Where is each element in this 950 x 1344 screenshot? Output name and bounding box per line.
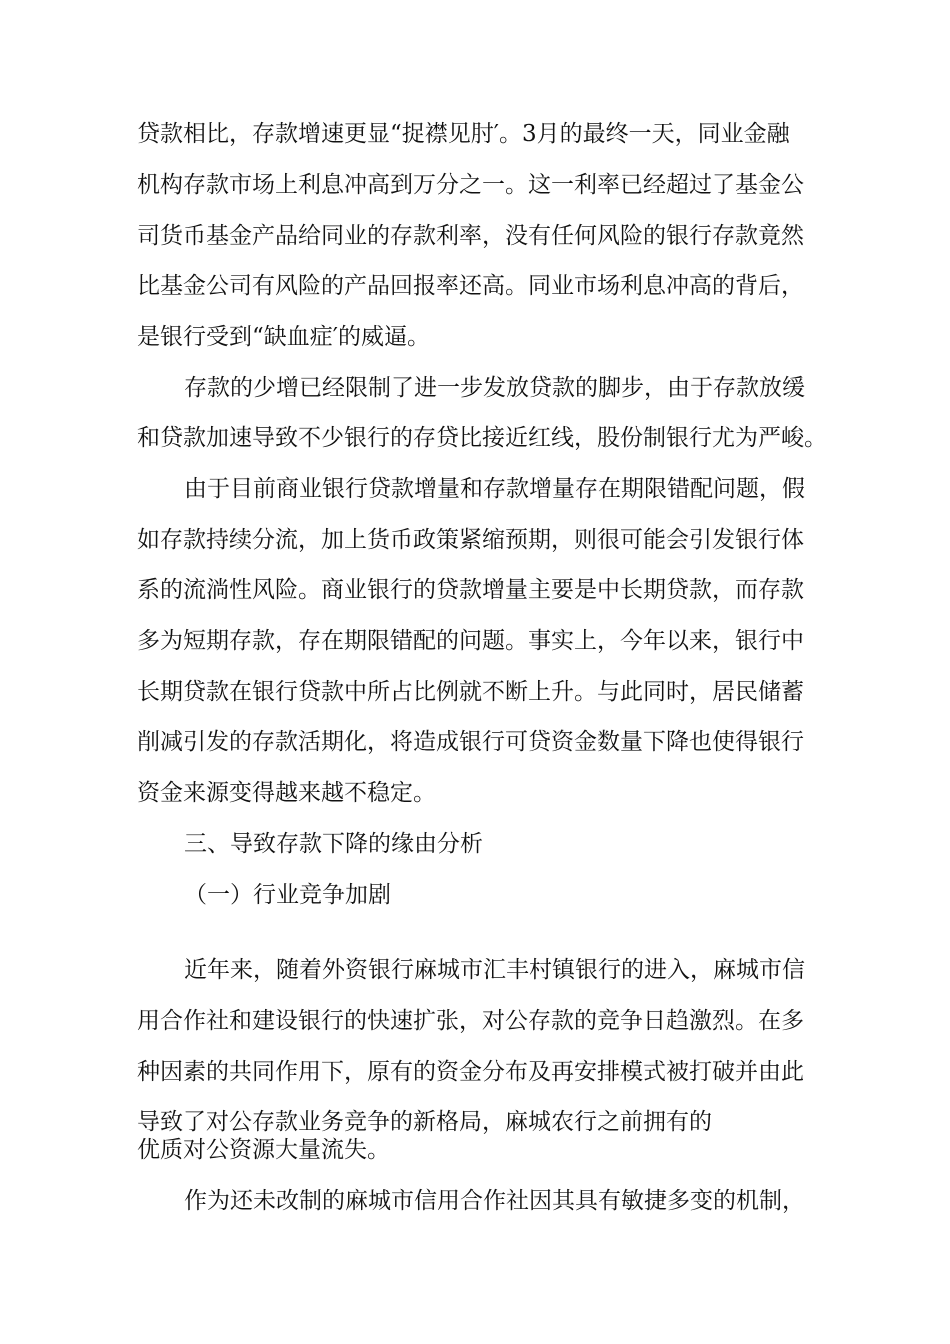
text-line: 多为短期存款，存在期限错配的问题。事实上，今年以来，银行中 (137, 628, 804, 654)
text-line: 削减引发的存款活期化，将造成银行可贷资金数量下降也使得银行 (137, 729, 804, 755)
text-line: 优质对公资源大量流失。 (137, 1137, 390, 1163)
text-line: 资金来源变得越来越不稳定。 (137, 780, 436, 806)
text-line: 贷款相比，存款增速更显“捉襟见肘′。3月的最终一天，同业金融 (137, 121, 790, 147)
text-line: 长期贷款在银行贷款中所占比例就不断上升。与此同时，居民储蓄 (137, 679, 804, 705)
text-line: 系的流淌性风险。商业银行的贷款增量主要是中长期贷款，而存款 (137, 577, 804, 603)
text-line: 导致了对公存款业务竞争的新格局，麻城农行之前拥有的 (137, 1109, 712, 1135)
paragraph-first-line: 由于目前商业银行贷款增量和存款增量存在期限错配问题，假 (184, 476, 805, 502)
text-line: 用合作社和建设银行的快速扩张，对公存款的竞争日趋激烈。在多 (137, 1008, 804, 1034)
text-line: 比基金公司有风险的产品回报率还高。同业市场利息冲高的背后， (137, 273, 804, 299)
paragraph-first-line: 近年来，随着外资银行麻城市汇丰村镇银行的进入，麻城市信 (184, 957, 805, 983)
text-line: 机构存款市场上利息冲高到万分之一。这一利率已经超过了基金公 (137, 172, 804, 198)
text-line: 是银行受到“缺血症′的威逼。 (137, 324, 430, 350)
text-line: 种因素的共同作用下，原有的资金分布及再安排模式被打破并由此 (137, 1059, 804, 1085)
subsection-heading: （一）行业竞争加剧 (184, 882, 391, 908)
paragraph-first-line: 作为还未改制的麻城市信用合作社因其具有敏捷多变的机制， (184, 1188, 805, 1214)
text-line: 如存款持续分流，加上货币政策紧缩预期，则很可能会引发银行体 (137, 527, 804, 553)
text-line: 和贷款加速导致不少银行的存贷比接近红线，股份制银行尤为严峻。 (137, 425, 827, 451)
paragraph-first-line: 存款的少增已经限制了进一步发放贷款的脚步，由于存款放缓 (184, 375, 805, 401)
section-heading: 三、导致存款下降的缘由分析 (184, 831, 483, 857)
text-line: 司货币基金产品给同业的存款利率，没有任何风险的银行存款竟然 (137, 223, 804, 249)
